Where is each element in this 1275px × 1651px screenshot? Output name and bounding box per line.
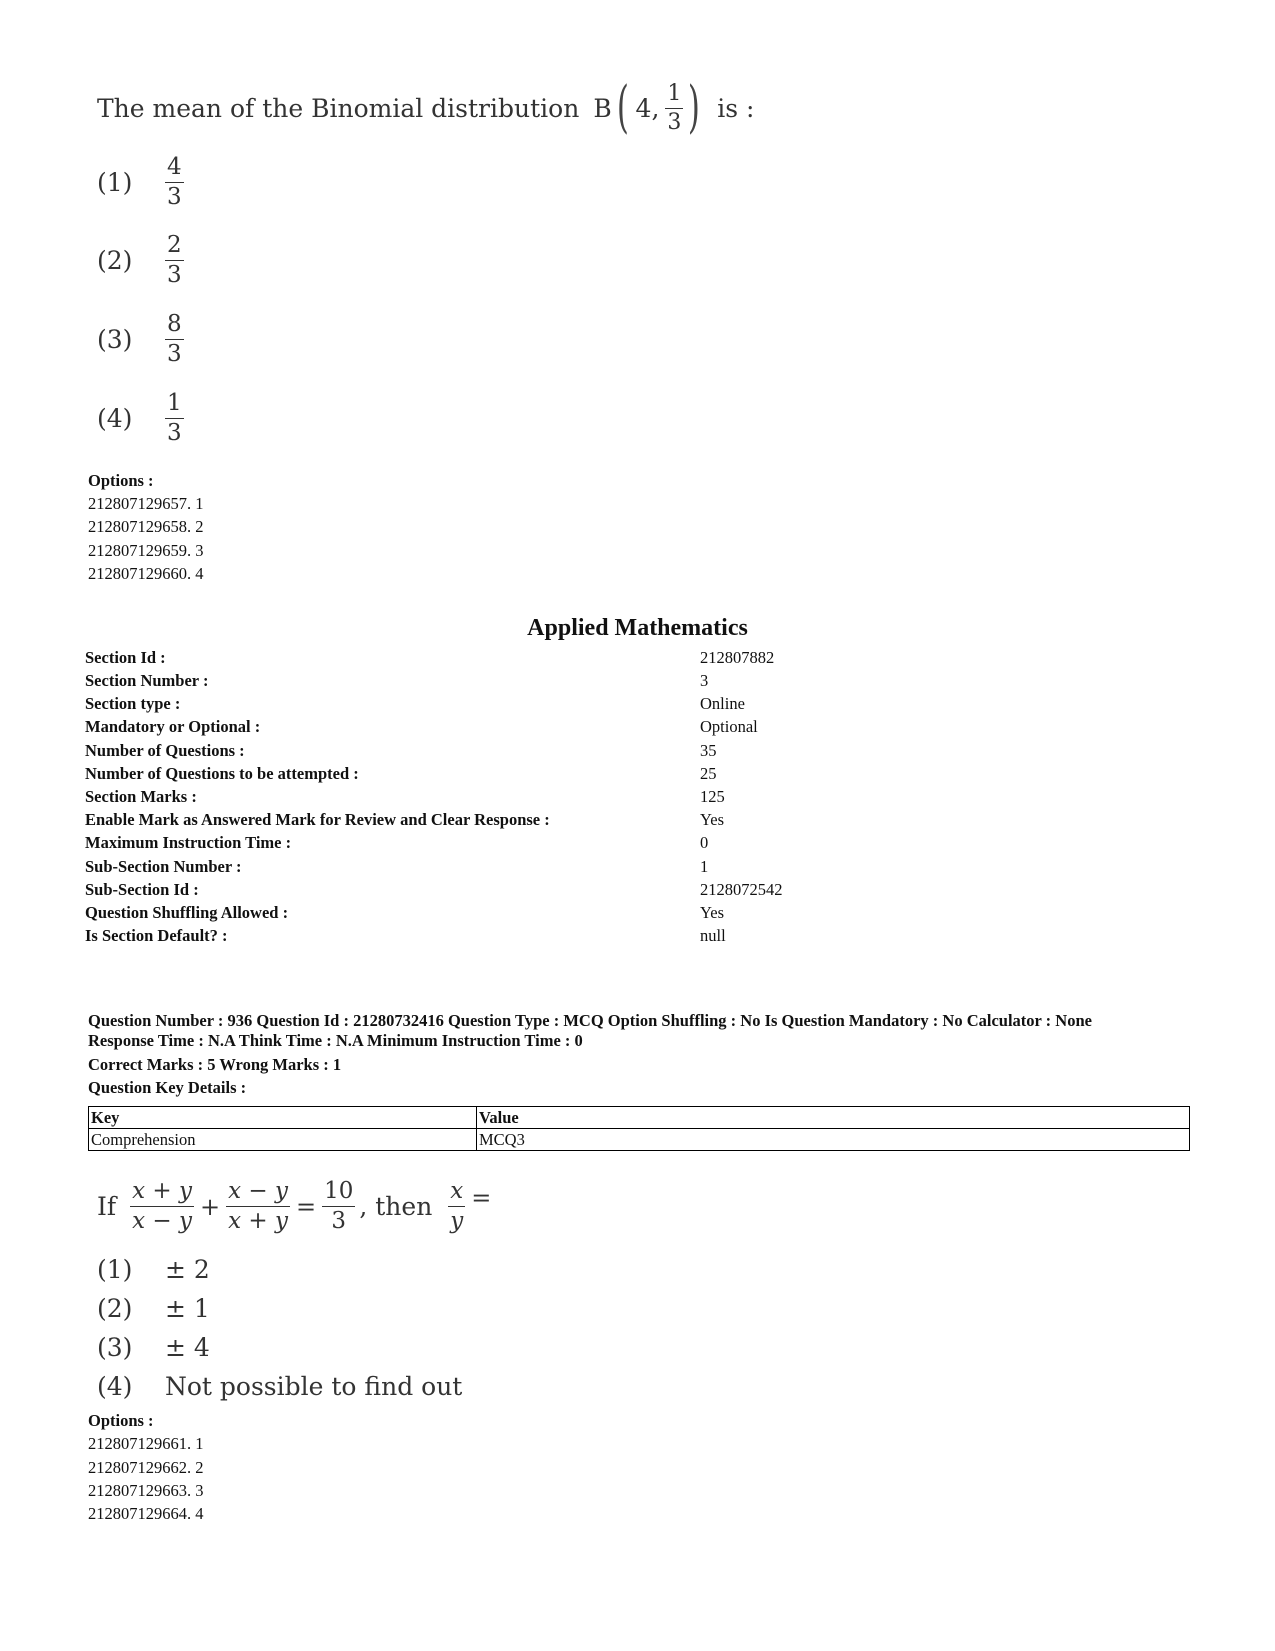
fraction: $\frac{10}{3}$	[324, 1178, 354, 1234]
section-row: Number of Questions : 35	[85, 741, 717, 760]
q1-option-1: 212807129657. 1	[88, 494, 204, 513]
binomial-symbol: B	[593, 93, 612, 123]
q2-marks: Correct Marks : 5 Wrong Marks : 1	[88, 1055, 342, 1074]
q1-stem	[97, 75, 755, 140]
section-row: Enable Mark as Answered Mark for Review and Clear Response : Yes	[85, 810, 725, 829]
q2-choice-3: (3) ± 4	[97, 1333, 210, 1362]
fraction: $\frac{x - y}{x + y}$	[228, 1178, 288, 1234]
section-title: Applied Mathematics	[527, 615, 748, 641]
q1-option-2: 212807129658. 2	[88, 517, 204, 536]
section-row: Is Section Default? : null	[85, 926, 726, 945]
q2-choice-4: (4) Not possible to find out	[97, 1372, 463, 1401]
section-row: Section Id : 212807882	[85, 648, 775, 667]
q1-option-4: 212807129660. 4	[88, 564, 204, 583]
q2-option-4: 212807129664. 4	[88, 1504, 204, 1523]
q1-choice-4: (4) $\frac{1}{3}$	[97, 390, 182, 446]
key-details-table	[88, 1106, 1190, 1151]
q2-meta	[88, 1011, 1198, 1051]
q2-key-details-heading: Question Key Details :	[88, 1078, 247, 1097]
fraction: $\frac{x}{y}$	[450, 1178, 464, 1234]
q2-meta-line1: Question Number : 936 Question Id : 21280732416 Question Type : MCQ Option Shuffling : No Is Question Mandatory : No Calculator : None	[88, 1011, 1092, 1030]
section-row: Question Shuffling Allowed : Yes	[85, 903, 725, 922]
q1-stem-text: The mean of the Binomial distribution	[97, 93, 580, 123]
q1-options-heading: Options :	[88, 471, 154, 490]
binomial-p: $\frac{1}{3}$	[667, 80, 682, 135]
q2-choice-1: (1) ± 2	[97, 1255, 210, 1284]
q2-option-3: 212807129663. 3	[88, 1481, 204, 1500]
table-header-row: Key Value	[89, 1107, 1190, 1129]
q2-options-heading: Options :	[88, 1411, 154, 1430]
table-row: Comprehension MCQ3	[89, 1129, 1190, 1151]
q1-choice-2: (2) $\frac{2}{3}$	[97, 232, 182, 288]
section-row: Section Marks : 125	[85, 787, 725, 806]
section-row: Sub-Section Number : 1	[85, 857, 709, 876]
q1-stem-end: is :	[717, 93, 755, 123]
binomial-expression: B ( 4, $\frac{1}{3}$ )	[593, 75, 701, 140]
q2-option-1: 212807129661. 1	[88, 1434, 204, 1453]
section-row: Sub-Section Id : 2128072542	[85, 880, 783, 899]
q1-choice-1: (1) $\frac{4}{3}$	[97, 154, 182, 210]
section-row: Section Number : 3	[85, 671, 709, 690]
q2-meta-line2: Response Time : N.A Think Time : N.A Minimum Instruction Time : 0	[88, 1031, 583, 1050]
fraction: $\frac{x + y}{x - y}$	[132, 1178, 192, 1234]
q2-stem: If $\frac{x + y}{x - y}$ + $\frac{x - y}{x + y}$ = $\frac{10}{3}$ , then $\frac{x}{y}$ =	[97, 1178, 492, 1234]
section-row: Number of Questions to be attempted : 25	[85, 764, 717, 783]
q2-choice-2: (2) ± 1	[97, 1294, 210, 1323]
section-row: Mandatory or Optional : Optional	[85, 717, 758, 736]
binomial-n: 4,	[635, 93, 660, 123]
q1-option-3: 212807129659. 3	[88, 541, 204, 560]
section-row: Section type : Online	[85, 694, 745, 713]
section-row: Maximum Instruction Time : 0	[85, 833, 709, 852]
q2-option-2: 212807129662. 2	[88, 1458, 204, 1477]
q1-choice-3: (3) $\frac{8}{3}$	[97, 311, 182, 367]
